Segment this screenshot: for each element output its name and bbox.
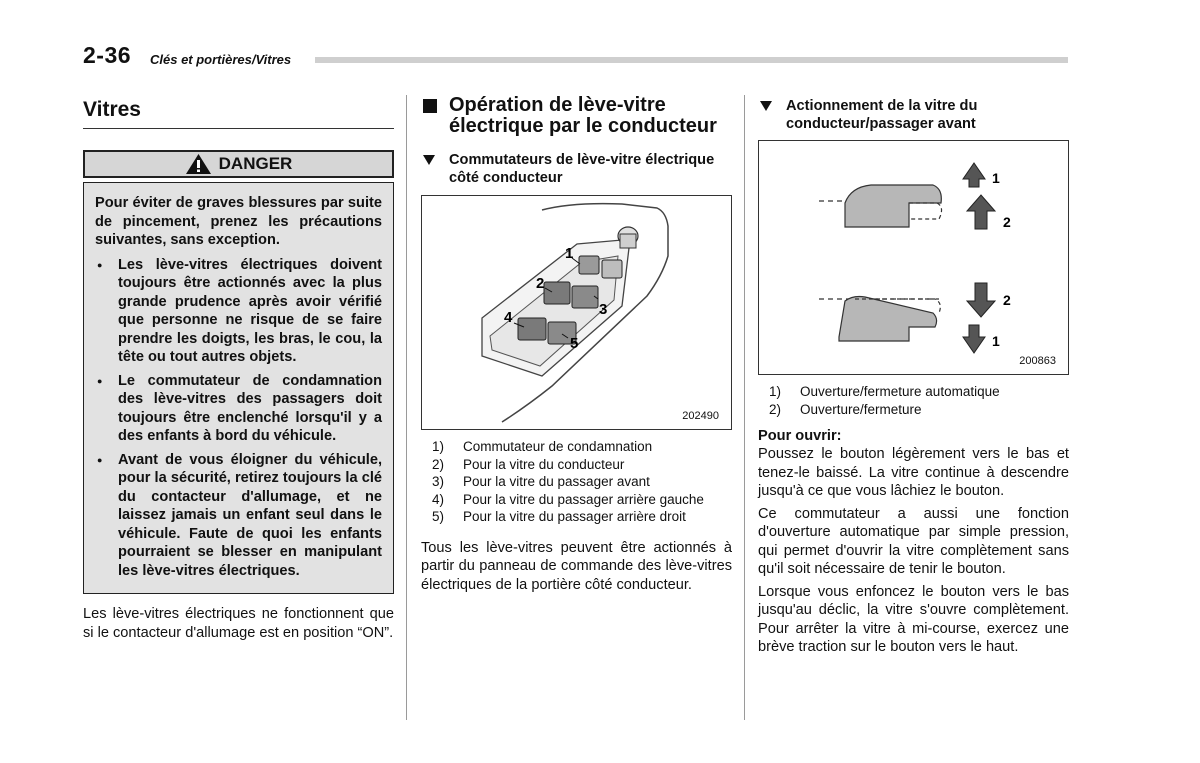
- header-rule: [315, 57, 1068, 63]
- section-heading-text: Opération de lève-vitre électrique par le conducteur: [449, 94, 717, 137]
- danger-list: [95, 256, 382, 581]
- danger-intro: Pour éviter de graves blessures par suite de pincement, prenez les précautions suivantes, sans exception.: [95, 195, 382, 248]
- auto-open-paragraph: Ce commutateur a aussi une fonction d'ouverture automatique par simple pression, qui permet d'ouvrir la vitre complètement sans qu'il soit nécessaire de tenir le bouton.: [758, 505, 1069, 577]
- column-1: [83, 95, 394, 646]
- ignition-paragraph: Les lève-vitres électriques ne fonctionnent que si le contacteur d'allumage est en position “ON”.: [83, 606, 394, 641]
- callout-1-lower: 1: [992, 333, 1000, 349]
- section-heading: [421, 95, 732, 137]
- section-title: Vitres: [83, 98, 394, 129]
- legend-item: 4) Pour la vitre du passager arrière gauche: [432, 491, 704, 507]
- callout-2-lower: 2: [1003, 292, 1011, 308]
- danger-item: ● Avant de vous éloigner du véhicule, pour la sécurité, retirez toujours la clé du contacteur d'allumage, et ne laissez jamais un enfant seul dans le véhicule. Faute de quoi les enfants pourraient se blesser en manipulant les lève-vitres électriques.: [95, 451, 382, 581]
- sub-heading: [758, 97, 1069, 133]
- column-divider-2: [744, 95, 745, 720]
- running-title: Clés et portières/Vitres: [150, 52, 292, 67]
- figure-code: 200863: [1019, 355, 1056, 367]
- sub-heading-text: Actionnement de la vitre du conducteur/passager avant: [786, 98, 978, 132]
- warning-icon: [185, 153, 212, 175]
- figure-code: 202490: [682, 410, 719, 422]
- legend-item: 5) Pour la vitre du passager arrière droit: [432, 509, 686, 524]
- switch-operation-figure: [758, 140, 1069, 375]
- legend-item: 3) Pour la vitre du passager avant: [432, 474, 650, 489]
- square-bullet-icon: [423, 99, 437, 113]
- stop-paragraph: Lorsque vous enfoncez le bouton vers le bas jusqu'au déclic, la vitre s'ouvre complètement. Pour arrêter la vitre à mi-course, exercez une brève traction sur le bouton vers le haut.: [758, 583, 1069, 655]
- triangle-down-icon: [423, 155, 435, 165]
- legend-item: 2) Pour la vitre du conducteur: [432, 456, 625, 472]
- legend-item: 1) Commutateur de condamnation: [432, 439, 653, 454]
- column-3: [758, 95, 1069, 661]
- legend-item: 1) Ouverture/fermeture automatique: [769, 384, 1000, 399]
- switch-panel-figure: [421, 195, 732, 430]
- callout-4: 4: [504, 309, 513, 326]
- danger-box: [83, 182, 394, 594]
- open-title: Pour ouvrir:: [758, 428, 842, 444]
- callout-1: 1: [565, 245, 574, 262]
- page-number: 2-36: [83, 42, 132, 68]
- callout-5: 5: [570, 335, 579, 352]
- door-switch-panel-illustration: [422, 196, 731, 429]
- column-divider-1: [406, 95, 407, 720]
- open-paragraph: Poussez le bouton légèrement vers le bas et tenez-le baissé. La vitre continue à descendre jusqu'à ce que vous lâchiez le bouton.: [758, 446, 1069, 499]
- callout-2: 2: [536, 275, 545, 292]
- danger-header: [83, 150, 394, 178]
- danger-item: ● Les lève-vitres électriques doivent toujours être actionnés avec la plus grande prudence après avoir vérifié que personne ne risque de se faire prendre les doigts, les bras, le cou, la tête ou tout autres objets.: [95, 256, 382, 367]
- sub-heading: [421, 151, 732, 187]
- legend-item: 2) Ouverture/fermeture: [769, 401, 922, 417]
- danger-label: DANGER: [218, 154, 293, 173]
- callout-1-upper: 1: [992, 170, 1000, 186]
- control-panel-paragraph: Tous les lève-vitres peuvent être actionnés à partir du panneau de commande des lève-vitres électriques de la portière côté conducteur.: [421, 539, 732, 593]
- sub-heading-text: Commutateurs de lève-vitre électrique côté conducteur: [449, 152, 715, 186]
- callout-3: 3: [599, 301, 608, 318]
- figure-legend: [758, 383, 1069, 418]
- callout-2-upper: 2: [1003, 214, 1011, 230]
- switch-operation-illustration: [759, 141, 1068, 374]
- triangle-down-icon: [760, 101, 772, 111]
- column-2: [421, 95, 732, 598]
- danger-item: ● Le commutateur de condamnation des lève-vitres des passagers doit toujours être enclenché lorsqu'il y a des enfants à bord du véhicule.: [95, 372, 382, 446]
- figure-legend: [421, 438, 732, 526]
